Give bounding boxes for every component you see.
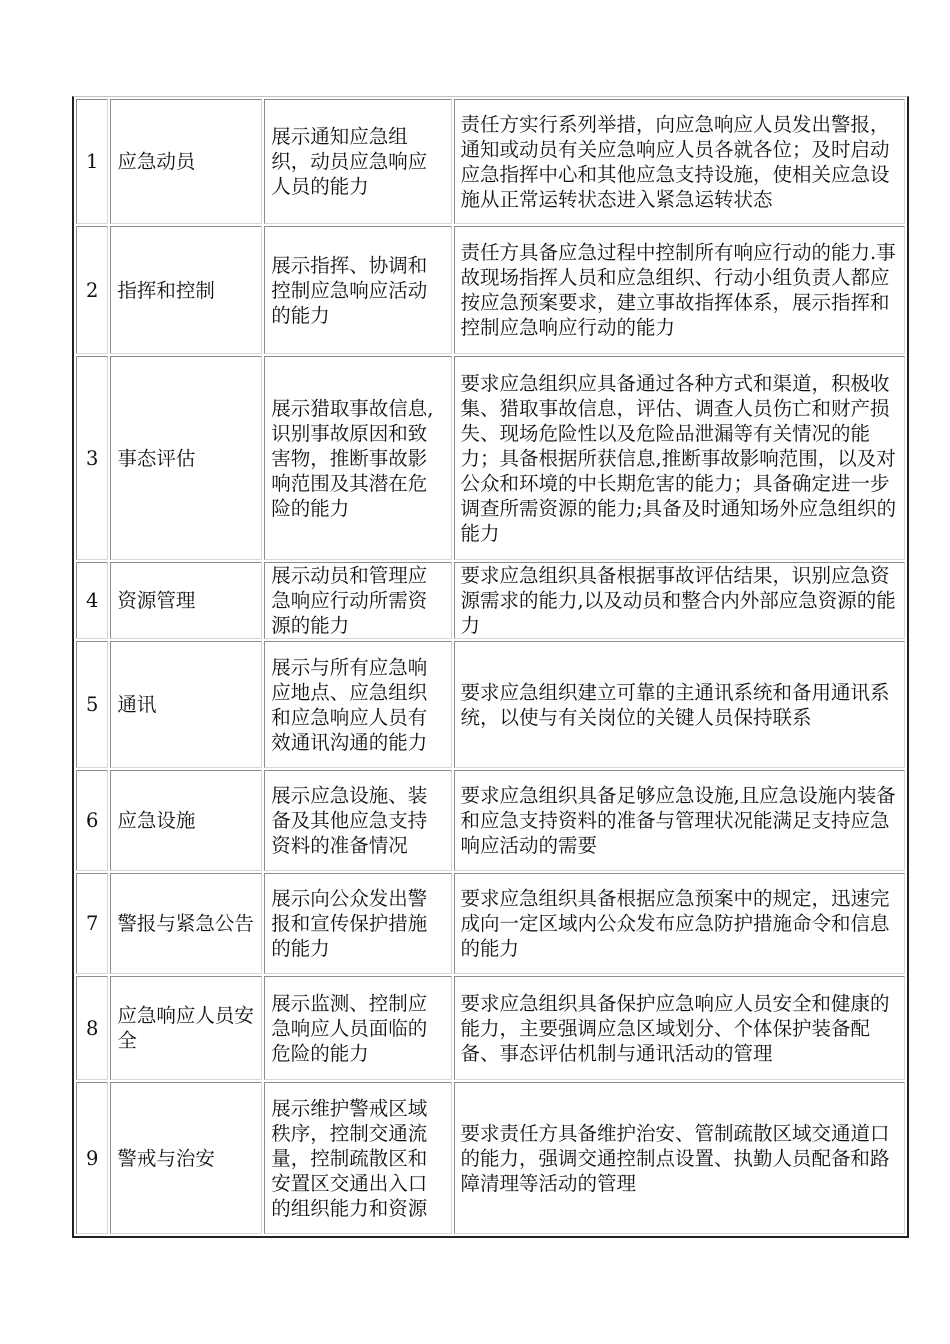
element-name: 事态评估 (110, 356, 262, 560)
element-description: 要求应急组织建立可靠的主通讯系统和备用通讯系统，以使与有关岗位的关键人员保持联系 (454, 641, 906, 768)
table-row (76, 770, 905, 871)
row-number: 1 (76, 99, 108, 224)
element-description: 要求应急组织应具备通过各种方式和渠道，积极收集、猎取事故信息，评估、调查人员伤亡和财产损失、现场危险性以及危险品泄漏等有关情况的能力；具备根据所获信息,推断事故影响范围，以及对公众和环境的中长期危害的能力；具备确定进一步调查所需资源的能力;具备及时通知场外应急组织的能力 (454, 356, 906, 560)
element-goal: 展示与所有应急响应地点、应急组织和应急响应人员有效通讯沟通的能力 (264, 641, 451, 768)
element-goal: 展示猎取事故信息,识别事故原因和致害物，推断事故影响范围及其潜在危险的能力 (264, 356, 451, 560)
element-goal: 展示向公众发出警报和宣传保护措施的能力 (264, 873, 451, 974)
element-goal: 展示动员和管理应急响应行动所需资源的能力 (264, 562, 451, 639)
element-description: 责任方具备应急过程中控制所有响应行动的能力.事故现场指挥人员和应急组织、行动小组负责人都应按应急预案要求，建立事故指挥体系，展示指挥和控制应急响应行动的能力 (454, 226, 906, 354)
element-name: 应急动员 (110, 99, 262, 224)
element-name: 警戒与治安 (110, 1082, 262, 1234)
element-name: 资源管理 (110, 562, 262, 639)
table-row (76, 641, 905, 768)
element-description: 要求应急组织具备根据应急预案中的规定，迅速完成向一定区域内公众发布应急防护措施命令和信息的能力 (454, 873, 906, 974)
table-row (76, 356, 905, 560)
element-description: 要求责任方具备维护治安、管制疏散区域交通道口的能力，强调交通控制点设置、执勤人员配备和路障清理等活动的管理 (454, 1082, 906, 1234)
element-description: 要求应急组织具备足够应急设施,且应急设施内装备和应急支持资料的准备与管理状况能满足支持应急响应活动的需要 (454, 770, 906, 871)
element-goal: 展示维护警戒区域秩序，控制交通流量，控制疏散区和安置区交通出入口的组织能力和资源 (264, 1082, 451, 1234)
element-goal: 展示通知应急组织，动员应急响应人员的能力 (264, 99, 451, 224)
element-goal: 展示监测、控制应急响应人员面临的危险的能力 (264, 976, 451, 1080)
element-description: 要求应急组织具备根据事故评估结果，识别应急资源需求的能力,以及动员和整合内外部应急资源的能力 (454, 562, 906, 639)
table-row (76, 976, 905, 1080)
element-name: 通讯 (110, 641, 262, 768)
table-row (76, 226, 905, 354)
element-name: 警报与紧急公告 (110, 873, 262, 974)
element-description: 要求应急组织具备保护应急响应人员安全和健康的能力，主要强调应急区域划分、个体保护装备配备、事态评估机制与通讯活动的管理 (454, 976, 906, 1080)
element-name: 应急设施 (110, 770, 262, 871)
table-row (76, 1082, 905, 1234)
row-number: 4 (76, 562, 108, 639)
table-row (76, 99, 905, 224)
element-name: 指挥和控制 (110, 226, 262, 354)
row-number: 3 (76, 356, 108, 560)
table-row (76, 562, 905, 639)
element-name: 应急响应人员安全 (110, 976, 262, 1080)
table-row (76, 873, 905, 974)
element-goal: 展示指挥、协调和控制应急响应活动的能力 (264, 226, 451, 354)
row-number: 2 (76, 226, 108, 354)
element-goal: 展示应急设施、装备及其他应急支持资料的准备情况 (264, 770, 451, 871)
row-number: 9 (76, 1082, 108, 1234)
row-number: 6 (76, 770, 108, 871)
row-number: 5 (76, 641, 108, 768)
row-number: 8 (76, 976, 108, 1080)
element-description: 责任方实行系列举措，向应急响应人员发出警报，通知或动员有关应急响应人员各就各位；及时启动应急指挥中心和其他应急支持设施，使相关应急设施从正常运转状态进入紧急运转状态 (454, 99, 906, 224)
drill-evaluation-table (72, 96, 909, 1238)
row-number: 7 (76, 873, 108, 974)
